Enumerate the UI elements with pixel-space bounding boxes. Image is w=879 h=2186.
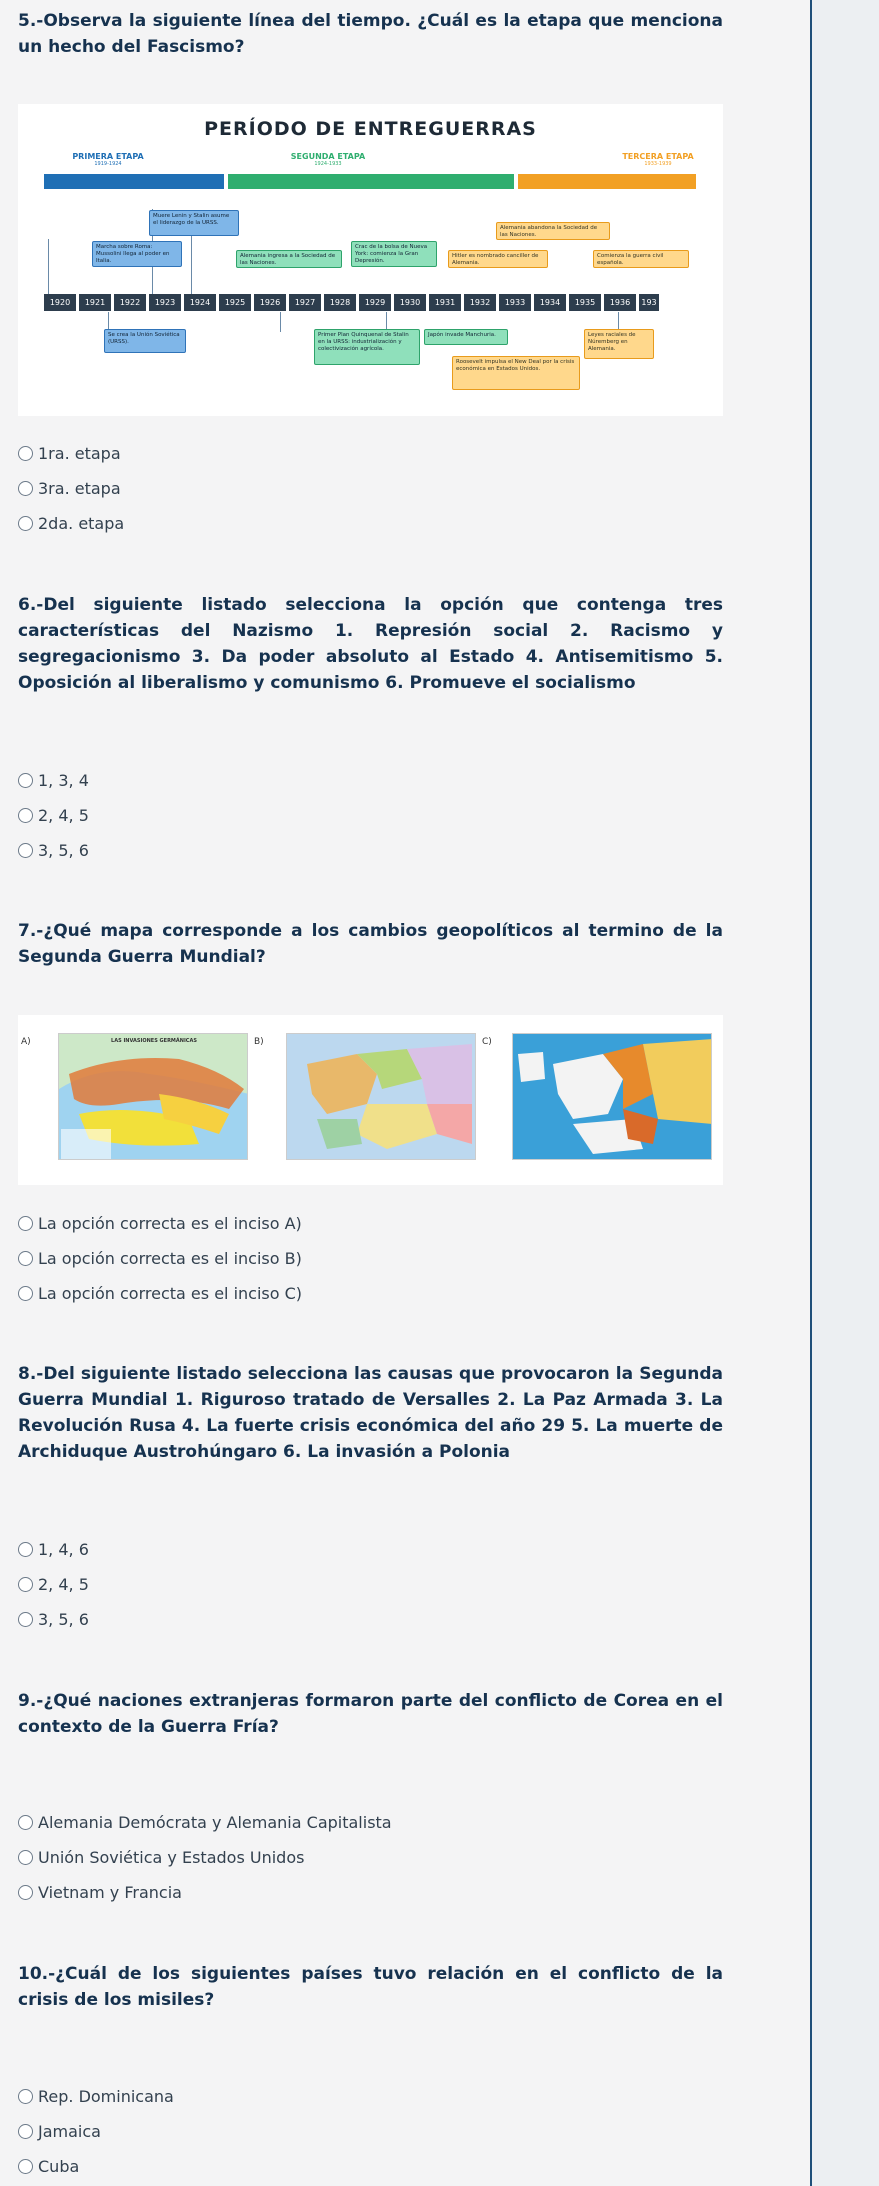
map-b-label: B)	[254, 1037, 264, 1047]
question-7: 7.-¿Qué mapa corresponde a los cambios geopolíticos al termino de la Segunda Guerra Mundial?	[18, 921, 723, 967]
q5-option-1[interactable]: 1ra. etapa	[18, 444, 121, 463]
radio-icon[interactable]	[18, 2159, 33, 2174]
stage-2: SEGUNDA ETAPA 1924-1933	[290, 152, 366, 167]
q7-option-b[interactable]: La opción correcta es el inciso B)	[18, 1249, 302, 1268]
map-c-label: C)	[482, 1037, 492, 1047]
radio-icon[interactable]	[18, 1850, 33, 1865]
question-9: 9.-¿Qué naciones extranjeras formaron parte del conflicto de Corea en el contexto de la Guerra Fría?	[18, 1691, 723, 1737]
event-lenin: Muere Lenin y Stalin asume el liderazgo de la URSS.	[149, 210, 239, 236]
event-japon: Japón invade Manchuria.	[424, 329, 508, 345]
q5-option-3[interactable]: 2da. etapa	[18, 514, 124, 533]
radio-icon[interactable]	[18, 843, 33, 858]
map-b	[286, 1033, 476, 1160]
event-plan: Primer Plan Quinquenal de Stalin en la URSS: industrialización y colectivización agrícola.	[314, 329, 420, 365]
q5-option-2[interactable]: 3ra. etapa	[18, 479, 121, 498]
radio-icon[interactable]	[18, 481, 33, 496]
event-roma: Marcha sobre Roma: Mussolini llega al poder en Italia.	[92, 241, 182, 267]
question-10: 10.-¿Cuál de los siguientes países tuvo relación en el conflicto de la crisis de los misiles?	[18, 1964, 723, 2010]
q6-option-3[interactable]: 3, 5, 6	[18, 841, 89, 860]
q8-option-2[interactable]: 2, 4, 5	[18, 1575, 89, 1594]
radio-icon[interactable]	[18, 808, 33, 823]
event-urss: Se crea la Unión Soviética (URSS).	[104, 329, 186, 353]
q8-option-1[interactable]: 1, 4, 6	[18, 1540, 89, 1559]
radio-icon[interactable]	[18, 1612, 33, 1627]
question-6: 6.-Del siguiente listado selecciona la opción que contenga tres características del Nazismo 1. Represión social 2. Racismo y segregacionismo 3. Da poder absoluto al Estado 4. Antisemitismo 5. Oposición al liberalismo y comunismo 6. Promueve el socialismo	[18, 595, 723, 693]
q6-option-1[interactable]: 1, 3, 4	[18, 771, 89, 790]
q9-option-1[interactable]: Alemania Demócrata y Alemania Capitalista	[18, 1813, 392, 1832]
stage-2-bar	[228, 174, 514, 189]
radio-icon[interactable]	[18, 773, 33, 788]
event-alemania-sociedad: Alemania ingresa a la Sociedad de las Naciones.	[236, 250, 342, 268]
radio-icon[interactable]	[18, 2124, 33, 2139]
timeline-figure	[18, 104, 723, 416]
q7-option-c[interactable]: La opción correcta es el inciso C)	[18, 1284, 302, 1303]
radio-icon[interactable]	[18, 1286, 33, 1301]
radio-icon[interactable]	[18, 1815, 33, 1830]
q6-option-2[interactable]: 2, 4, 5	[18, 806, 89, 825]
map-a-label: A)	[21, 1037, 31, 1047]
event-guerra-civil: Comienza la guerra civil española.	[593, 250, 689, 268]
q9-option-3[interactable]: Vietnam y Francia	[18, 1883, 182, 1902]
stage-3-bar	[518, 174, 696, 189]
stage-1: PRIMERA ETAPA 1919-1924	[72, 152, 144, 167]
event-roosevelt: Roosevelt impulsa el New Deal por la crisis económica en Estados Unidos.	[452, 356, 580, 390]
q8-option-3[interactable]: 3, 5, 6	[18, 1610, 89, 1629]
map-a-title: LAS INVASIONES GERMÁNICAS	[111, 1038, 197, 1044]
q9-option-2[interactable]: Unión Soviética y Estados Unidos	[18, 1848, 304, 1867]
maps-figure	[18, 1015, 723, 1185]
q7-option-a[interactable]: La opción correcta es el inciso A)	[18, 1214, 302, 1233]
question-8: 8.-Del siguiente listado selecciona las causas que provocaron la Segunda Guerra Mundial 1. Riguroso tratado de Versalles 2. La Paz Armada 3. La Revolución Rusa 4. La fuerte crisis económica del año 29 5. La muerte de Archiduque Austrohúngaro 6. La invasión a Polonia	[18, 1364, 723, 1462]
radio-icon[interactable]	[18, 1577, 33, 1592]
stage-3: TERCERA ETAPA 1933-1939	[622, 152, 694, 167]
event-hitler: Hitler es nombrado canciller de Alemania.	[448, 250, 548, 268]
question-5: 5.-Observa la siguiente línea del tiempo. ¿Cuál es la etapa que menciona un hecho del Fascismo?	[18, 11, 723, 57]
event-leyes: Leyes raciales de Núremberg en Alemania.	[584, 329, 654, 359]
timeline-title: PERÍODO DE ENTREGUERRAS	[204, 118, 537, 140]
event-abandona: Alemania abandona la Sociedad de las Naciones.	[496, 222, 610, 240]
radio-icon[interactable]	[18, 446, 33, 461]
stage-1-bar	[44, 174, 224, 189]
map-a	[58, 1033, 248, 1160]
radio-icon[interactable]	[18, 1251, 33, 1266]
event-crac: Crac de la bolsa de Nueva York: comienza la Gran Depresión.	[351, 241, 437, 267]
q10-option-1[interactable]: Rep. Dominicana	[18, 2087, 174, 2106]
radio-icon[interactable]	[18, 1216, 33, 1231]
radio-icon[interactable]	[18, 516, 33, 531]
q10-option-3[interactable]: Cuba	[18, 2157, 79, 2176]
timeline-years: 1920 1921 1922 1923 1924 1925 1926 1927 1928 1929 1930 1931 1932 1933 1934 1935 1936 193	[44, 294, 659, 311]
radio-icon[interactable]	[18, 1542, 33, 1557]
right-panel	[810, 0, 879, 2186]
map-c	[512, 1033, 712, 1160]
radio-icon[interactable]	[18, 2089, 33, 2104]
q10-option-2[interactable]: Jamaica	[18, 2122, 101, 2141]
radio-icon[interactable]	[18, 1885, 33, 1900]
